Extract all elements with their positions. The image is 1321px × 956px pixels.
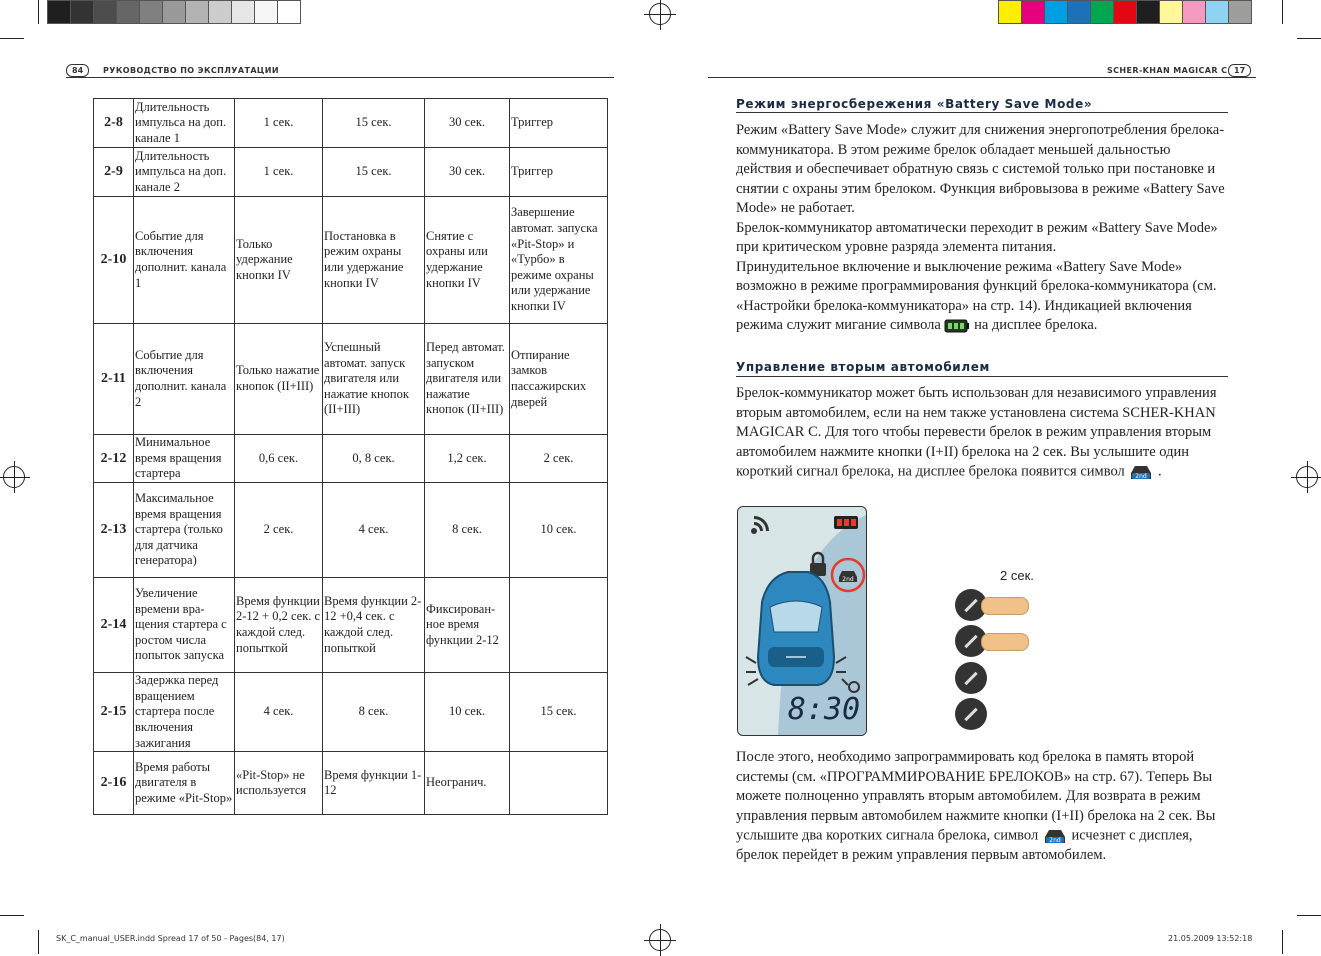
option-2: Успешный автомат. запуск двигателя или нажатие кнопок (II+III) bbox=[323, 324, 425, 435]
function-code: 2-12 bbox=[94, 435, 134, 483]
second-car-indicator-icon bbox=[839, 571, 857, 583]
option-3: Неогранич. bbox=[425, 752, 510, 815]
signal-icon bbox=[751, 516, 769, 534]
option-1: «Pit-Stop» не используется bbox=[235, 752, 323, 815]
second-car-followup-text bbox=[736, 748, 1228, 866]
second-car-icon bbox=[1042, 826, 1068, 846]
section-title-second-car: Управление вторым автомобилем bbox=[736, 360, 990, 374]
function-code: 2-13 bbox=[94, 483, 134, 578]
settings-table bbox=[93, 98, 608, 815]
option-3: 1,2 сек. bbox=[425, 435, 510, 483]
option-1: 1 сек. bbox=[235, 99, 323, 148]
paragraph-text: на дисплее брелока. bbox=[974, 317, 1098, 333]
section-rule bbox=[736, 112, 1228, 113]
option-4: Триггер bbox=[510, 148, 608, 197]
function-name: Увеличение времени вра-щения стартера с ростом числа попыток запуска bbox=[134, 578, 235, 673]
table-row bbox=[94, 324, 608, 435]
color-swatch bbox=[139, 0, 163, 24]
color-swatch bbox=[277, 0, 301, 24]
color-swatch bbox=[1205, 0, 1229, 24]
fob-lcd-display bbox=[737, 506, 867, 736]
crop-mark bbox=[1297, 915, 1321, 916]
table-row bbox=[94, 673, 608, 752]
option-3: Снятие с охраны или удержание кнопки IV bbox=[425, 197, 510, 324]
left-page-number: 84 bbox=[66, 64, 89, 77]
function-code: 2-9 bbox=[94, 148, 134, 197]
battery-indicator-icon bbox=[834, 516, 858, 529]
option-4: Завершение автомат. запуска «Pit-Stop» и «Турбо» в режиме охраны или удержание кнопки IV bbox=[510, 197, 608, 324]
option-4: 15 сек. bbox=[510, 673, 608, 752]
option-4 bbox=[510, 578, 608, 673]
paragraph: Брелок-коммуникатор автоматически переходит в режим «Battery Save Mode» при критическом уровне разряда элемента питания. bbox=[736, 219, 1218, 255]
table-row bbox=[94, 148, 608, 197]
option-4: 2 сек. bbox=[510, 435, 608, 483]
registration-mark-icon bbox=[1296, 466, 1318, 488]
option-1: 0,6 сек. bbox=[235, 435, 323, 483]
button-row bbox=[955, 589, 1035, 621]
finger-press-icon bbox=[981, 597, 1029, 615]
registration-mark-icon bbox=[3, 466, 25, 488]
gray-swatch-strip bbox=[47, 0, 300, 24]
option-2: Время функции 1-12 bbox=[323, 752, 425, 815]
registration-mark-icon bbox=[649, 3, 671, 25]
option-2: 0, 8 сек. bbox=[323, 435, 425, 483]
option-1: 2 сек. bbox=[235, 483, 323, 578]
color-swatch bbox=[1228, 0, 1252, 24]
button-row bbox=[955, 625, 1035, 657]
color-swatch bbox=[231, 0, 255, 24]
paragraph: Режим «Battery Save Mode» служит для снижения энергопотребления брелока-коммуникатора. В этом режиме брелок обладает меньшей дальностью действия и обеспечивает обратную связь с системой только при постановке и снятии с охраны этим брелоком. Функция вибровызова в режиме «Battery Save Mode» не работает. bbox=[736, 122, 1225, 216]
color-swatch bbox=[116, 0, 140, 24]
paragraph-text: После этого, необходимо запрограммировать код брелока в память второй системы (см. «ПРОГРАММИРОВАНИЕ БРЕЛОКОВ» на стр. 67). Теперь Вы можете полноценно управлять вторым автомобилем. Для возврата в режим управления первым автомобилем нажмите кнопки (I+II) брелока на 2 сек. Вы услышите два коротких сигнала брелока, символ bbox=[736, 749, 1216, 844]
function-code: 2-16 bbox=[94, 752, 134, 815]
right-page-number: 17 bbox=[1228, 64, 1251, 77]
color-swatch bbox=[1113, 0, 1137, 24]
crop-mark bbox=[0, 915, 24, 916]
battery-save-text bbox=[736, 121, 1228, 336]
option-1: Только удержание кнопки IV bbox=[235, 197, 323, 324]
button-row bbox=[955, 698, 1035, 730]
finger-press-icon bbox=[981, 633, 1029, 651]
footer-timestamp: 21.05.2009 13:52:18 bbox=[1168, 934, 1253, 943]
color-swatch bbox=[998, 0, 1022, 24]
option-3: 8 сек. bbox=[425, 483, 510, 578]
function-code: 2-15 bbox=[94, 673, 134, 752]
footer-file-info: SK_C_manual_USER.indd Spread 17 of 50 - Pages(84, 17) bbox=[56, 934, 285, 943]
table-row bbox=[94, 578, 608, 673]
paragraph-text: Принудительное включение и выключение режима «Battery Save Mode» возможно в режиме программирования функций брелока-коммуникатора (см. «Настройки брелока-коммуникатора» на стр. 14). Индикацией включения режима служит мигание символа bbox=[736, 258, 1217, 333]
paragraph-text: . bbox=[1158, 463, 1162, 480]
table-row bbox=[94, 99, 608, 148]
option-1: Время функции 2-12 + 0,2 сек. с каждой след. попыткой bbox=[235, 578, 323, 673]
crop-mark bbox=[1282, 0, 1283, 24]
color-swatch bbox=[1067, 0, 1091, 24]
table-row bbox=[94, 752, 608, 815]
color-swatch bbox=[47, 0, 71, 24]
color-swatch bbox=[185, 0, 209, 24]
fob-button-iv-icon bbox=[955, 698, 987, 730]
option-4: 10 сек. bbox=[510, 483, 608, 578]
button-row bbox=[955, 662, 1035, 694]
function-name: Событие для включения дополнит. канала 1 bbox=[134, 197, 235, 324]
function-name: Длительность импульса на доп. канале 2 bbox=[134, 148, 235, 197]
color-swatch bbox=[1182, 0, 1206, 24]
function-name: Время работы двигателя в режиме «Pit-Stop» bbox=[134, 752, 235, 815]
option-1: 4 сек. bbox=[235, 673, 323, 752]
option-2: 15 сек. bbox=[323, 148, 425, 197]
crop-mark bbox=[38, 930, 39, 954]
crop-mark bbox=[1282, 930, 1283, 954]
option-4 bbox=[510, 752, 608, 815]
option-2: Постановка в режим охраны или удержание кнопки IV bbox=[323, 197, 425, 324]
option-4: Отпирание замков пассажирских дверей bbox=[510, 324, 608, 435]
function-name: Максимальное время вращения стартера (только для датчика генератора) bbox=[134, 483, 235, 578]
color-swatch bbox=[208, 0, 232, 24]
option-3: Перед автомат. запуском двигателя или нажатие кнопок (II+III) bbox=[425, 324, 510, 435]
crop-mark bbox=[0, 38, 24, 39]
section-rule bbox=[736, 376, 1228, 377]
option-3: Фиксирован-ное время функции 2-12 bbox=[425, 578, 510, 673]
color-swatch bbox=[93, 0, 117, 24]
color-swatch-strip bbox=[998, 0, 1251, 24]
option-2: 8 сек. bbox=[323, 673, 425, 752]
table-row bbox=[94, 197, 608, 324]
table-row bbox=[94, 435, 608, 483]
function-name: Задержка перед вращением стартера после включения зажигания bbox=[134, 673, 235, 752]
function-name: Длительность импульса на доп. канале 1 bbox=[134, 99, 235, 148]
function-code: 2-8 bbox=[94, 99, 134, 148]
color-swatch bbox=[70, 0, 94, 24]
option-3: 30 сек. bbox=[425, 148, 510, 197]
crop-mark bbox=[38, 0, 39, 24]
lcd-clock: 8:30 bbox=[787, 692, 861, 727]
svg-text:2nd: 2nd bbox=[1135, 473, 1148, 480]
second-car-icon bbox=[1128, 462, 1154, 482]
color-swatch bbox=[254, 0, 278, 24]
color-swatch bbox=[1021, 0, 1045, 24]
option-1: 1 сек. bbox=[235, 148, 323, 197]
left-running-header: РУКОВОДСТВО ПО ЭКСПЛУАТАЦИИ bbox=[103, 66, 279, 75]
header-rule bbox=[708, 77, 1256, 78]
option-3: 10 сек. bbox=[425, 673, 510, 752]
option-1: Только нажатие кнопок (II+III) bbox=[235, 324, 323, 435]
option-2: 15 сек. bbox=[323, 99, 425, 148]
right-running-header: SCHER-KHAN MAGICAR C bbox=[1107, 66, 1228, 75]
function-code: 2-14 bbox=[94, 578, 134, 673]
svg-text:2nd: 2nd bbox=[1049, 837, 1061, 844]
press-duration-label: 2 сек. bbox=[1000, 568, 1034, 583]
crop-mark bbox=[1297, 38, 1321, 39]
function-code: 2-10 bbox=[94, 197, 134, 324]
section-title-battery-save: Режим энергосбережения «Battery Save Mode» bbox=[736, 97, 1093, 111]
battery-icon bbox=[944, 318, 970, 334]
function-code: 2-11 bbox=[94, 324, 134, 435]
svg-text:2nd: 2nd bbox=[842, 576, 854, 583]
color-swatch bbox=[162, 0, 186, 24]
fob-button-iii-icon bbox=[955, 662, 987, 694]
color-swatch bbox=[1159, 0, 1183, 24]
function-name: Минимальное время вращения стартера bbox=[134, 435, 235, 483]
paragraph-text: Брелок-коммуникатор может быть использован для независимого управления вторым автомобилем, если на нем также установлена система SCHER-KHAN MAGICAR C. Для того чтобы перевести брелок в режим управления вторым автомобилем нажмите кнопки (I+II) брелока на 2 сек. Вы услышите один короткий сигнал брелока, на дисплее брелока появится символ bbox=[736, 385, 1217, 480]
second-car-text bbox=[736, 384, 1228, 482]
option-2: 4 сек. bbox=[323, 483, 425, 578]
table-row bbox=[94, 483, 608, 578]
option-3: 30 сек. bbox=[425, 99, 510, 148]
color-swatch bbox=[1136, 0, 1160, 24]
color-swatch bbox=[1044, 0, 1068, 24]
function-name: Событие для включения дополнит. канала 2 bbox=[134, 324, 235, 435]
paragraph-text: исчезнет с дисплея, брелок перейдет в режим управления первым автомобилем. bbox=[736, 827, 1193, 863]
color-swatch bbox=[1090, 0, 1114, 24]
option-2: Время функции 2-12 +0,4 сек. с каждой след. попыткой bbox=[323, 578, 425, 673]
option-4: Триггер bbox=[510, 99, 608, 148]
header-rule bbox=[66, 77, 614, 78]
registration-mark-icon bbox=[649, 929, 671, 951]
paragraph bbox=[736, 258, 1228, 336]
